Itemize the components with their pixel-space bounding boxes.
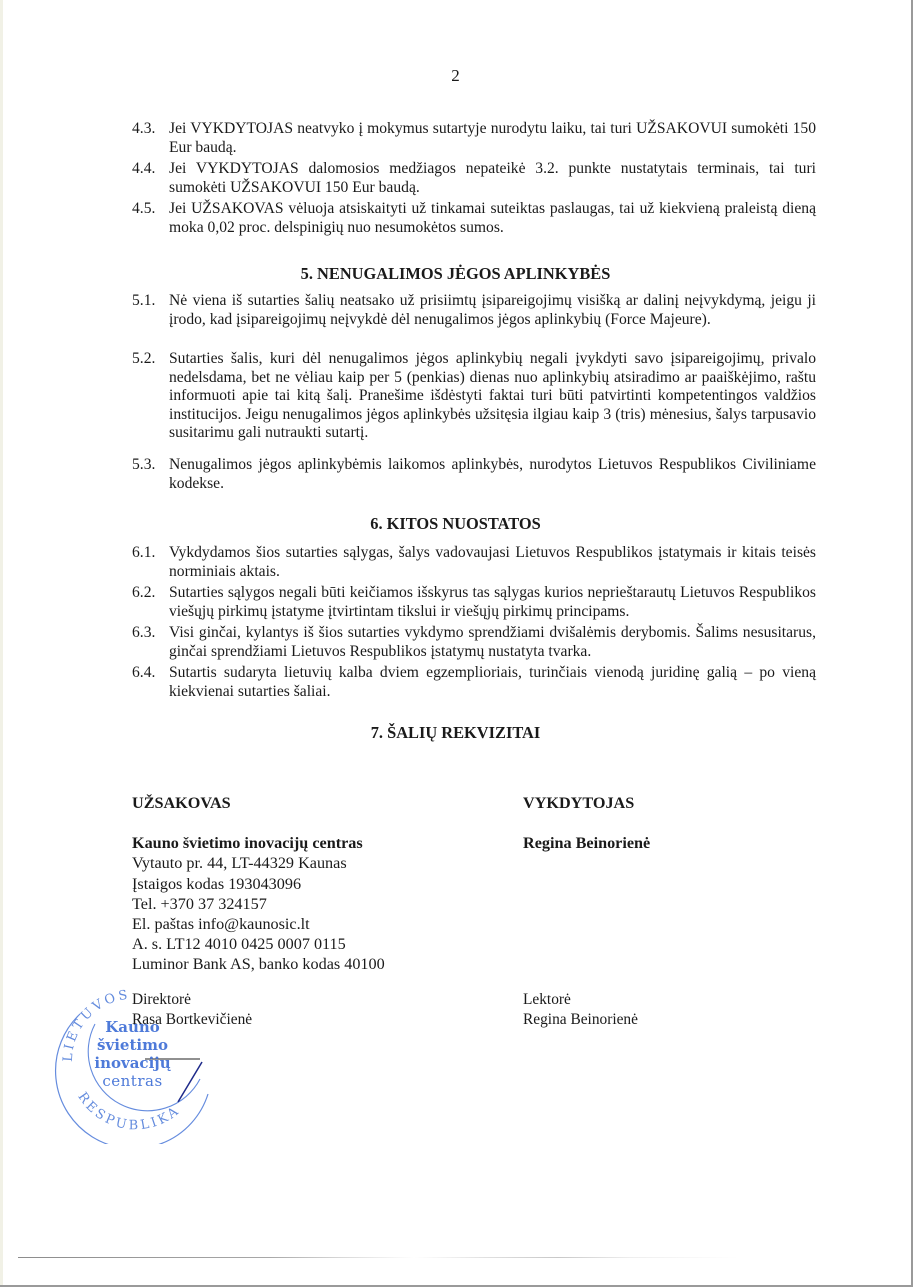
clause-text: Jei VYKDYTOJAS neatvyko į mokymus sutartyje nurodytu laiku, tai turi UŽSAKOVUI sumokėti 150 Eur baudą. (169, 120, 816, 156)
customer-signature (132, 990, 252, 1029)
clause-4-5 (132, 200, 816, 237)
clause-number: 4.5. (132, 200, 156, 217)
clause-text: Jei VYKDYTOJAS dalomosios medžiagos nepateikė 3.2. punkte nustatytais terminais, tai turi sumokėti UŽSAKOVUI 150 Eur baudą. (169, 160, 816, 196)
contractor-signer-title: Lektorė (523, 991, 571, 1008)
customer-account: A. s. LT12 4010 0425 0007 0115 (132, 935, 346, 954)
customer-address: Vytauto pr. 44, LT-44329 Kaunas (132, 854, 347, 873)
section-6-heading: 6. KITOS NUOSTATOS (370, 514, 541, 533)
clause-text: Nė viena iš sutarties šalių neatsako už prisiimtų įsipareigojimų visišką ar dalinį neįvykdymą, jeigu ji įrodo, kad įsipareigojimų neįvykdė dėl nenugalimos jėgos aplinkybių (Force Majeure). (169, 292, 816, 328)
clause-6-1 (132, 544, 816, 581)
page-number: 2 (451, 66, 460, 85)
svg-text:RESPUBLIKA: RESPUBLIKA (74, 1089, 184, 1134)
clause-5-2 (132, 350, 816, 443)
clause-number: 6.3. (132, 624, 156, 641)
section-5-heading: 5. NENUGALIMOS JĖGOS APLINKYBĖS (300, 264, 611, 283)
contractor-signature (523, 990, 638, 1029)
contractor-details (523, 793, 650, 853)
customer-email: El. paštas info@kaunosic.lt (132, 915, 310, 934)
clause-number: 4.3. (132, 120, 156, 137)
clause-text: Sutartis sudaryta lietuvių kalba dviem egzemplioriais, turinčiais vienodą juridinę galią – po vieną kiekvienai sutarties šaliai. (169, 664, 816, 700)
clause-text: Visi ginčai, kylantys iš šios sutarties vykdymo sprendžiami dvišalėmis derybomis. Šalims nesusitarus, ginčai sprendžiami Lietuvos Respublikos įstatymų nustatyta tvarka. (169, 624, 816, 660)
scan-edge (0, 0, 3, 1285)
section-7-heading: 7. ŠALIŲ REKVIZITAI (370, 723, 541, 742)
clause-6-2 (132, 584, 816, 621)
stamp-org-name: Kauno švietimo inovacijų centras (94, 1018, 171, 1090)
customer-company-code: Įstaigos kodas 193043096 (132, 874, 302, 893)
clause-6-3 (132, 624, 816, 661)
clause-number: 5.2. (132, 350, 156, 367)
customer-signer-name: Rasa Bortkevičienė (132, 1010, 253, 1028)
contractor-signer-name: Regina Beinorienė (523, 1010, 638, 1028)
clause-number: 6.2. (132, 584, 156, 601)
clause-6-4 (132, 664, 816, 701)
clause-5-3 (132, 456, 816, 493)
customer-role: UŽSAKOVAS (132, 794, 231, 812)
svg-text:LIETUVOS: LIETUVOS (60, 987, 132, 1063)
clause-4-3 (132, 120, 816, 157)
clause-4-4 (132, 160, 816, 197)
clause-number: 6.1. (132, 544, 156, 561)
clause-number: 5.3. (132, 456, 156, 473)
customer-phone: Tel. +370 37 324157 (132, 894, 267, 913)
clause-number: 4.4. (132, 160, 156, 177)
contractor-name: Regina Beinorienė (523, 834, 651, 853)
clause-text: Jei UŽSAKOVAS vėluoja atsiskaityti už tinkamai suteiktas paslaugas, tai už kiekvieną praleistą dieną moka 0,02 proc. delspinigių nuo nesumokėtos sumos. (169, 200, 816, 236)
scan-artifact-line (18, 1257, 738, 1258)
customer-bank: Luminor Bank AS, banko kodas 40100 (132, 955, 385, 974)
customer-org: Kauno švietimo inovacijų centras (132, 834, 363, 853)
clause-5-1 (132, 292, 816, 329)
clause-number: 5.1. (132, 292, 156, 309)
contractor-role: VYKDYTOJAS (523, 794, 635, 812)
clause-number: 6.4. (132, 664, 156, 681)
customer-signer-title: Direktorė (132, 991, 191, 1008)
clause-text: Sutarties šalis, kuri dėl nenugalimos jėgos aplinkybių negali įvykdyti savo įsipareigojimų, privalo nedelsdama, bet ne vėliau kaip per 5 (penkias) dienas nuo aplinkybių atsiradimo ar paaiškėjimo, raštu informuoti apie tai kitą šalį. Pranešime išdėstyti faktai turi būti patvirtinti kompetentingos valdžios institucijos. Jeigu nenugalimos jėgos aplinkybės užsitęsia ilgiau kaip 3 (tris) mėnesius, šalys tarpusavio susitarimu gali nutraukti sutartį. (169, 350, 816, 442)
clause-text: Nenugalimos jėgos aplinkybėmis laikomos aplinkybės, nurodytos Lietuvos Respublikos Civiliniame kodekse. (169, 456, 816, 492)
customer-details (132, 793, 385, 975)
clause-text: Sutarties sąlygos negali būti keičiamos išskyrus tas sąlygas kurios neprieštarautų Lietuvos Respublikos viešųjų pirkimų įstatyme įtvirtintam tikslui ir viešųjų pirkimų principams. (169, 584, 816, 620)
clause-text: Vykdydamos šios sutarties sąlygas, šalys vadovaujasi Lietuvos Respublikos įstatymais ir kitais teisės norminiais aktais. (169, 544, 816, 580)
